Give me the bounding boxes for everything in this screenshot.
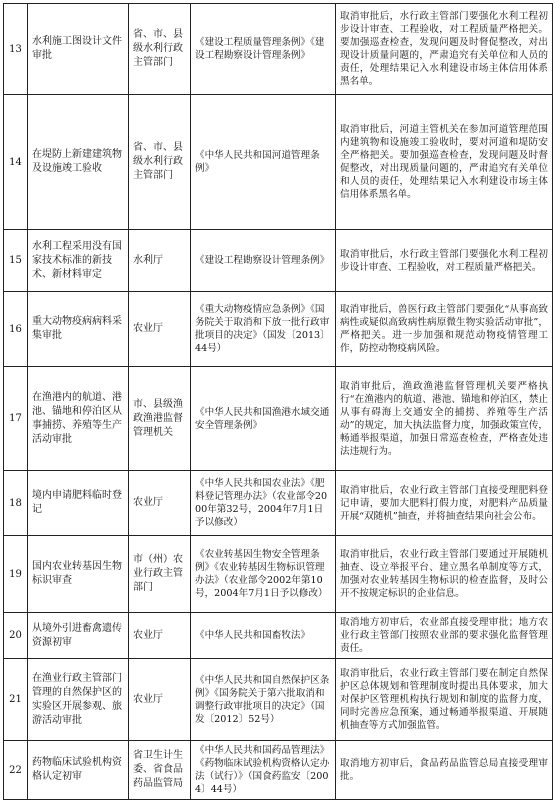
implementing-department: 省卫生计生委、省食品药品监管局 [129,741,191,800]
item-name: 在渔港内的航道、港池、锚地和停泊区从事捕捞、养殖等生产活动审批 [28,367,129,471]
table-row [4,367,553,471]
item-name: 重大动物疫病病料采集审批 [28,292,129,367]
row-number: 17 [4,367,28,471]
legal-basis: 《建设工程质量管理条例》《建设工程勘察设计管理条例》 [191,4,336,95]
item-name: 从境外引进畜禽遗传资源初审 [28,613,129,659]
table-row [4,741,553,800]
legal-basis: 《中华人民共和国河道管理条例》 [191,95,336,230]
implementing-department: 农业厅 [129,613,191,659]
table-row [4,659,553,741]
legal-basis: 《重大动物疫情应急条例》《国务院关于取消和下放一批行政审批项目的决定》（国发〔2013〕44号） [191,292,336,367]
row-number: 14 [4,95,28,230]
follow-up-measures: 取消审批后，河道主管机关在参加河道管理范围内建筑物和设施竣工验收时，要对河道和堤防安全严格把关。要加强巡查检查，发现问题及时督促整改，对出现质量问题的，严肃追究有关单位和人员的责任，处理结果记入水利建设市场主体信用体系黑名单。 [336,95,553,230]
row-number: 22 [4,741,28,800]
legal-basis: 《中华人民共和国药品管理法》《药物临床试验机构资格认定办法（试行）》（国食药监安〔2004〕44号） [191,741,336,800]
row-number: 19 [4,536,28,613]
legal-basis: 《中华人民共和国农业法》《肥料登记管理办法》（农业部令2000年第32号，2004年7月1日予以修改） [191,471,336,536]
item-name: 药物临床试验机构资格认定初审 [28,741,129,800]
table-row [4,471,553,536]
implementing-department: 省、市、县级水利行政主管部门 [129,4,191,95]
follow-up-measures: 取消地方初审后，农业部直接受理审批；地方农业行政主管部门按照农业部的要求强化监督管理责任。 [336,613,553,659]
item-name: 境内申请肥料临时登记 [28,471,129,536]
item-name: 在渔业行政主管部门管理的自然保护区的实验区开展参观、旅游活动审批 [28,659,129,741]
follow-up-measures: 取消审批后，水行政主管部门要强化水利工程初步设计审查、工程验收，对工程质量严格把关。 [336,230,553,292]
row-number: 15 [4,230,28,292]
row-number: 13 [4,4,28,95]
row-number: 18 [4,471,28,536]
legal-basis: 《农业转基因生物安全管理条例》《农业转基因生物标识管理办法》（农业部令2002年第10号，2004年7月1日予以修改） [191,536,336,613]
implementing-department: 市、县级渔政渔港监督管理机关 [129,367,191,471]
table-row [4,95,553,230]
follow-up-measures: 取消审批后，农业行政主管部门要通过开展随机抽查、设立举报平台、建立黑名单制度等方式，加强对农业转基因生物标识的检查监督，及时公开不按规定标识的企业信息。 [336,536,553,613]
legal-basis: 《中华人民共和国渔港水域交通安全管理条例》 [191,367,336,471]
item-name: 在堤防上新建建筑物及设施竣工验收 [28,95,129,230]
table-row [4,292,553,367]
legal-basis: 《建设工程勘察设计管理条例》 [191,230,336,292]
implementing-department: 省、市、县级水利行政主管部门 [129,95,191,230]
follow-up-measures: 取消审批后，水行政主管部门要强化水利工程初步设计审查、工程验收，对工程质量严格把关。要加强巡查检查，发现问题及时督促整改，对出现设计质量问题的，严肃追究有关单位和人员的责任，处理结果记入水利建设市场主体信用体系黑名单。 [336,4,553,95]
follow-up-measures: 取消审批后，渔政渔港监督管理机关要严格执行“在渔港内的航道、港池、锚地和停泊区，禁止从事有碍海上交通安全的捕捞、养殖等生产活动”的规定，加大执法监督力度，加强政策宣传，畅通举报渠道，加强日常巡查检查，严格查处违法违规行为。 [336,367,553,471]
table-row [4,613,553,659]
follow-up-measures: 取消审批后，兽医行政主管部门要强化“从事高致病性或疑似高致病性病原微生物实验活动审批”，严格把关。进一步加强和规范动物疫情管理工作，防控动物疫病风险。 [336,292,553,367]
item-name: 水利施工图设计文件审批 [28,4,129,95]
table-row [4,536,553,613]
row-number: 16 [4,292,28,367]
implementing-department: 农业厅 [129,292,191,367]
approval-items-table [3,3,553,800]
follow-up-measures: 取消审批后，农业行政主管部门要在制定自然保护区总体规划和管理制度时提出具体要求，加大对保护区管理机构执行规划和制度的监督力度，同时完善应急预案，通过畅通举报渠道、开展随机抽查等方式加强监管。 [336,659,553,741]
implementing-department: 农业厅 [129,471,191,536]
implementing-department: 农业厅 [129,659,191,741]
follow-up-measures: 取消地方初审后，食品药品监管总局直接受理审批。 [336,741,553,800]
legal-basis: 《中华人民共和国自然保护区条例》《国务院关于第六批取消和调整行政审批项目的决定》（国发〔2012〕52号） [191,659,336,741]
implementing-department: 市（州）农业行政主管部门 [129,536,191,613]
item-name: 水利工程采用没有国家技术标准的新技术、新材料审定 [28,230,129,292]
table-row [4,4,553,95]
item-name: 国内农业转基因生物标识审查 [28,536,129,613]
legal-basis: 《中华人民共和国畜牧法》 [191,613,336,659]
row-number: 20 [4,613,28,659]
table-row [4,230,553,292]
implementing-department: 水利厅 [129,230,191,292]
row-number: 21 [4,659,28,741]
follow-up-measures: 取消审批后，农业行政主管部门直接受理肥料登记申请，要加大肥料打假力度，对肥料产品质量开展“双随机”抽查，并将抽查结果向社会公布。 [336,471,553,536]
